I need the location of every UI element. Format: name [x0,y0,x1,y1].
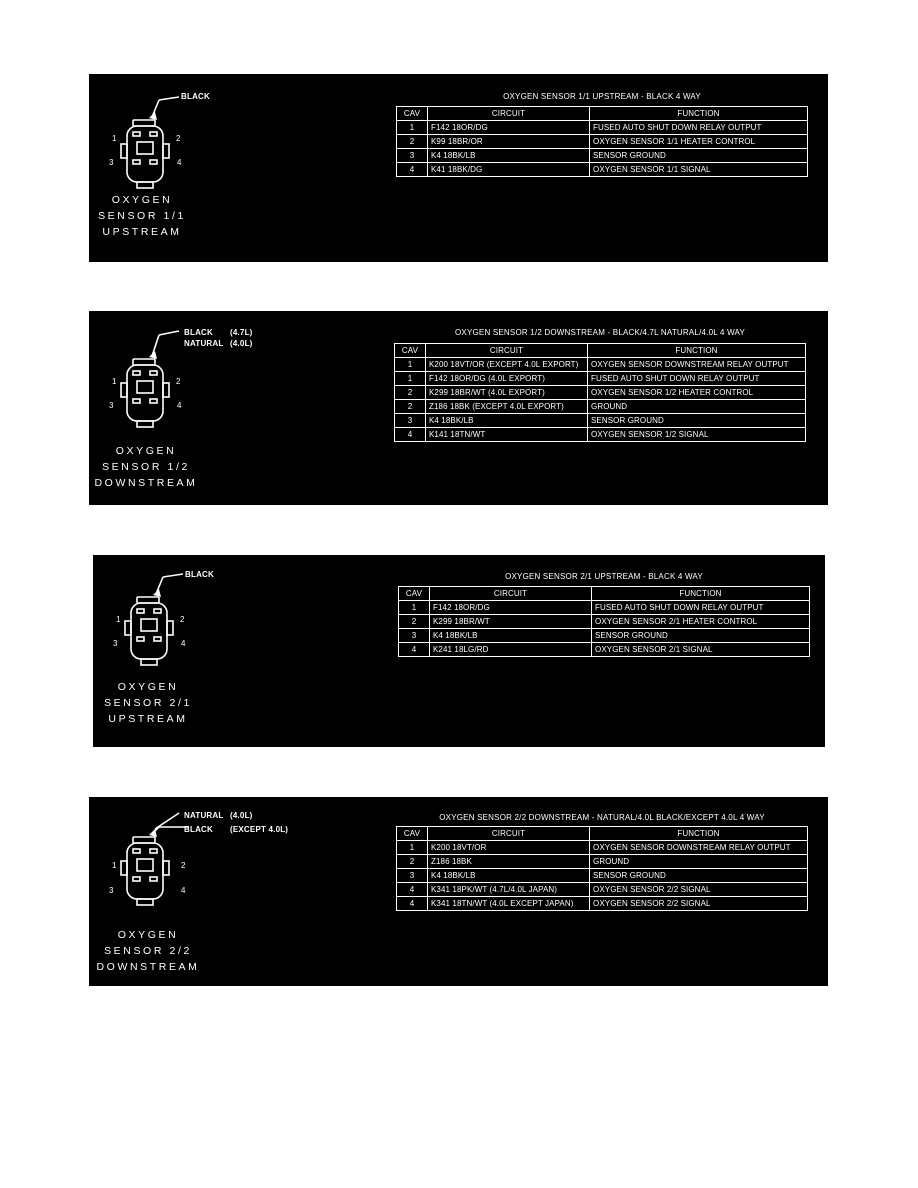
svg-text:2: 2 [180,615,185,624]
function-cell: SENSOR GROUND [590,869,808,883]
pinout-table-title: OXYGEN SENSOR 1/1 UPSTREAM - BLACK 4 WAY [503,92,701,101]
pinout-table-title: OXYGEN SENSOR 2/1 UPSTREAM - BLACK 4 WAY [505,572,703,581]
table-row [397,149,808,163]
cav-cell: 4 [397,897,428,911]
connector-color-label: NATURAL (4.0L) [184,339,253,348]
circuit-cell: K241 18LG/RD [430,643,592,657]
col-header-circuit: CIRCUIT [430,587,592,601]
function-cell: OXYGEN SENSOR DOWNSTREAM RELAY OUTPUT [590,841,808,855]
cav-cell: 1 [397,841,428,855]
svg-text:4: 4 [177,158,182,167]
table-row [395,372,806,386]
function-cell: SENSOR GROUND [592,629,810,643]
col-header-cav: CAV [395,344,426,358]
cav-cell: 4 [395,428,426,442]
svg-text:1: 1 [112,861,117,870]
col-header-circuit: CIRCUIT [428,107,590,121]
svg-text:2: 2 [176,377,181,386]
col-header-circuit: CIRCUIT [428,827,590,841]
function-cell: OXYGEN SENSOR 1/2 SIGNAL [588,428,806,442]
circuit-cell: K4 18BK/LB [428,869,590,883]
function-cell: SENSOR GROUND [590,149,808,163]
pinout-table-title: OXYGEN SENSOR 1/2 DOWNSTREAM - BLACK/4.7L NATURAL/4.0L 4 WAY [455,328,745,337]
col-header-cav: CAV [399,587,430,601]
cav-cell: 2 [395,400,426,414]
svg-text:3: 3 [109,158,114,167]
cav-cell: 3 [397,869,428,883]
table-row [397,883,808,897]
connector-name: OXYGEN SENSOR 1/2 DOWNSTREAM [94,445,198,489]
table-row [395,400,806,414]
pinout-table [396,106,808,177]
svg-text:3: 3 [109,886,114,895]
table-row [399,629,810,643]
svg-text:3: 3 [109,401,114,410]
pinout-table [396,826,808,911]
circuit-cell: K200 18VT/OR (EXCEPT 4.0L EXPORT) [426,358,588,372]
circuit-cell: K4 18BK/LB [426,414,588,428]
cav-cell: 1 [397,121,428,135]
circuit-cell: Z186 18BK (EXCEPT 4.0L EXPORT) [426,400,588,414]
function-cell: FUSED AUTO SHUT DOWN RELAY OUTPUT [590,121,808,135]
function-cell: OXYGEN SENSOR 1/1 HEATER CONTROL [590,135,808,149]
circuit-cell: K4 18BK/LB [428,149,590,163]
cav-cell: 3 [399,629,430,643]
cav-cell: 2 [395,386,426,400]
svg-text:4: 4 [181,886,186,895]
pinout-table [398,586,810,657]
circuit-cell: K41 18BK/DG [428,163,590,177]
circuit-cell: K200 18VT/OR [428,841,590,855]
table-row [397,163,808,177]
cav-cell: 4 [397,883,428,897]
connector-face-icon [97,323,197,443]
cav-cell: 1 [399,601,430,615]
table-row [399,601,810,615]
cav-cell: 3 [397,149,428,163]
connector-panel-o2-1-2 [89,311,828,505]
function-cell: OXYGEN SENSOR DOWNSTREAM RELAY OUTPUT [588,358,806,372]
connector-panel-o2-2-1 [93,555,825,747]
col-header-function: FUNCTION [590,827,808,841]
connector-name: OXYGEN SENSOR 2/1 UPSTREAM [104,681,192,725]
table-row [397,135,808,149]
cav-cell: 1 [395,358,426,372]
col-header-circuit: CIRCUIT [426,344,588,358]
svg-text:4: 4 [181,639,186,648]
circuit-cell: K4 18BK/LB [430,629,592,643]
table-row [395,428,806,442]
col-header-function: FUNCTION [590,107,808,121]
table-row [395,414,806,428]
cav-cell: 2 [399,615,430,629]
connector-color-label: BLACK (EXCEPT 4.0L) [184,825,289,834]
circuit-cell: K99 18BR/OR [428,135,590,149]
svg-text:4: 4 [177,401,182,410]
connector-name: OXYGEN SENSOR 1/1 UPSTREAM [98,194,186,238]
pinout-table [394,343,806,442]
function-cell: FUSED AUTO SHUT DOWN RELAY OUTPUT [588,372,806,386]
svg-text:2: 2 [176,134,181,143]
cav-cell: 2 [397,855,428,869]
table-row [395,386,806,400]
table-row [397,897,808,911]
pinout-table-title: OXYGEN SENSOR 2/2 DOWNSTREAM - NATURAL/4.0L BLACK/EXCEPT 4.0L 4 WAY [439,813,765,822]
table-row [397,841,808,855]
connector-color-label: NATURAL (4.0L) [184,811,253,820]
circuit-cell: F142 18OR/DG [430,601,592,615]
svg-text:3: 3 [113,639,118,648]
connector-face-icon [97,801,197,921]
cav-cell: 1 [395,372,426,386]
table-row [397,869,808,883]
col-header-function: FUNCTION [588,344,806,358]
circuit-cell: K299 18BR/WT (4.0L EXPORT) [426,386,588,400]
svg-text:1: 1 [116,615,121,624]
cav-cell: 4 [397,163,428,177]
circuit-cell: F142 18OR/DG [428,121,590,135]
function-cell: GROUND [588,400,806,414]
svg-text:1: 1 [112,377,117,386]
function-cell: OXYGEN SENSOR 2/2 SIGNAL [590,897,808,911]
circuit-cell: K299 18BR/WT [430,615,592,629]
col-header-function: FUNCTION [592,587,810,601]
function-cell: OXYGEN SENSOR 1/1 SIGNAL [590,163,808,177]
circuit-cell: Z186 18BK [428,855,590,869]
cav-cell: 2 [397,135,428,149]
table-row [397,855,808,869]
connector-name: OXYGEN SENSOR 2/2 DOWNSTREAM [96,929,200,973]
table-row [397,121,808,135]
function-cell: FUSED AUTO SHUT DOWN RELAY OUTPUT [592,601,810,615]
circuit-cell: F142 18OR/DG (4.0L EXPORT) [426,372,588,386]
function-cell: OXYGEN SENSOR 2/1 HEATER CONTROL [592,615,810,629]
connector-panel-o2-2-2 [89,797,828,986]
col-header-cav: CAV [397,827,428,841]
connector-color-label: BLACK [181,92,210,101]
function-cell: OXYGEN SENSOR 2/1 SIGNAL [592,643,810,657]
function-cell: OXYGEN SENSOR 2/2 SIGNAL [590,883,808,897]
circuit-cell: K141 18TN/WT [426,428,588,442]
connector-color-label: BLACK (4.7L) [184,328,253,337]
function-cell: OXYGEN SENSOR 1/2 HEATER CONTROL [588,386,806,400]
col-header-cav: CAV [397,107,428,121]
circuit-cell: K341 18PK/WT (4.7L/4.0L JAPAN) [428,883,590,897]
cav-cell: 4 [399,643,430,657]
circuit-cell: K341 18TN/WT (4.0L EXCEPT JAPAN) [428,897,590,911]
connector-color-label: BLACK [185,570,214,579]
connector-panel-o2-1-1 [89,74,828,262]
svg-text:2: 2 [181,861,186,870]
table-row [399,643,810,657]
table-row [395,358,806,372]
function-cell: GROUND [590,855,808,869]
function-cell: SENSOR GROUND [588,414,806,428]
svg-text:1: 1 [112,134,117,143]
cav-cell: 3 [395,414,426,428]
table-row [399,615,810,629]
